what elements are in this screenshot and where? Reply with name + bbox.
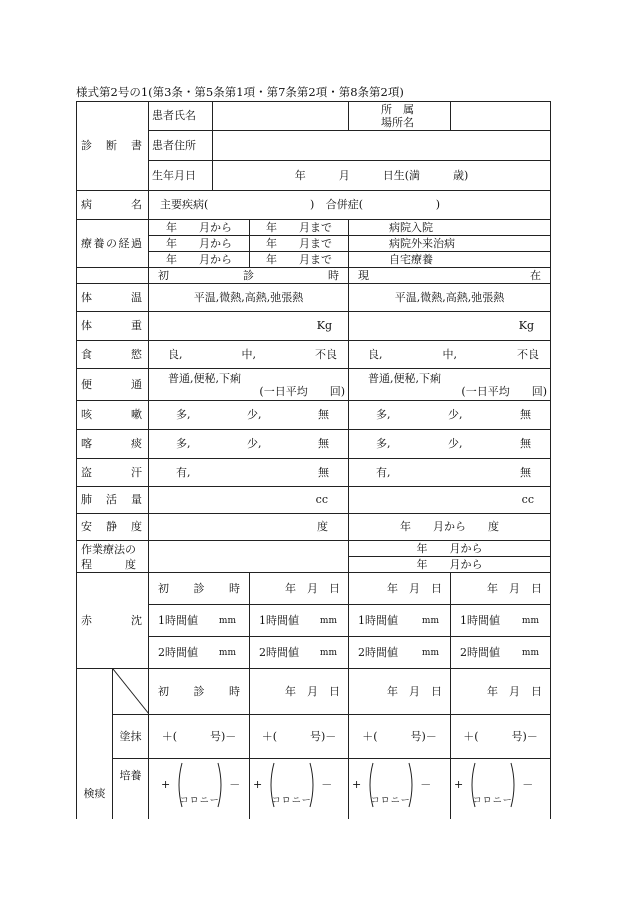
work-current-1[interactable]: 年 月から — [349, 557, 551, 573]
weight-label: 体 重 — [77, 312, 149, 341]
smear-3[interactable]: ＋( 号)－ — [451, 715, 551, 759]
culture-0[interactable]: + コロニー － — [149, 759, 250, 819]
smear-0[interactable]: ＋( 号)－ — [149, 715, 250, 759]
colony-box: コロニー — [365, 761, 417, 809]
weight-first[interactable]: Kg — [149, 312, 349, 341]
bowel-first[interactable]: 普通,便秘,下痢 (一日平均 回) — [149, 369, 349, 401]
esr-date-2[interactable]: 年 月 日 — [349, 573, 451, 605]
bowel-label: 便 通 — [77, 369, 149, 401]
course-from-0[interactable]: 年 月から — [149, 220, 250, 236]
course-label: 療養の経過 — [77, 220, 149, 268]
sputum-first-visit: 初 診 時 — [149, 669, 250, 715]
complication: 合併症( — [325, 198, 364, 211]
colony-box: コロニー — [467, 761, 519, 809]
cough-first[interactable]: 多, 少, 無 — [149, 401, 349, 430]
appetite-first[interactable]: 良, 中, 不良 — [149, 341, 349, 369]
affiliation-field[interactable] — [451, 102, 551, 131]
diagnosis-label: 診 断 書 — [77, 102, 149, 191]
smear-label: 塗抹 — [113, 715, 149, 759]
culture-label: 培養 — [113, 759, 149, 819]
smear-1[interactable]: ＋( 号)－ — [250, 715, 349, 759]
colony-box: コロニー — [174, 761, 226, 809]
sweat-label: 盗 汗 — [77, 459, 149, 487]
smear-2[interactable]: ＋( 号)－ — [349, 715, 451, 759]
diagonal-cell — [113, 669, 149, 715]
cough-label: 咳 嗽 — [77, 401, 149, 430]
weight-current[interactable]: Kg — [349, 312, 551, 341]
diagonal-line — [113, 669, 149, 714]
course-kind-0: 病院入院 — [349, 220, 551, 236]
sputum-label: 検痰 — [77, 669, 113, 819]
sputum-date-3[interactable]: 年 月 日 — [451, 669, 551, 715]
sputum-date-1[interactable]: 年 月 日 — [250, 669, 349, 715]
esr-label: 赤 沈 — [77, 573, 149, 669]
lung-label: 肺 活 量 — [77, 487, 149, 514]
bowel-current[interactable]: 普通,便秘,下痢 (一日平均 回) — [349, 369, 551, 401]
esr-1h-3[interactable]: 1時間値 mm — [451, 605, 551, 637]
esr-2h-0[interactable]: 2時間値 mm — [149, 637, 250, 669]
culture-1[interactable]: + コロニー － — [250, 759, 349, 819]
phlegm-label: 喀 痰 — [77, 430, 149, 459]
esr-first-visit: 初 診 時 — [149, 573, 250, 605]
work-current-0[interactable]: 年 月から — [349, 541, 551, 557]
first-visit-header: 初 診 時 — [149, 268, 349, 284]
esr-1h-2[interactable]: 1時間値 mm — [349, 605, 451, 637]
main-disease-close: ) — [310, 198, 315, 211]
appetite-current[interactable]: 良, 中, 不良 — [349, 341, 551, 369]
esr-1h-1[interactable]: 1時間値 mm — [250, 605, 349, 637]
disease-label: 病 名 — [77, 191, 149, 220]
lung-first[interactable]: cc — [149, 487, 349, 514]
course-to-1[interactable]: 年 月まで — [250, 236, 349, 252]
affiliation-label: 所 属 場所名 — [349, 102, 451, 131]
esr-date-1[interactable]: 年 月 日 — [250, 573, 349, 605]
work-first[interactable] — [149, 541, 349, 573]
esr-date-3[interactable]: 年 月 日 — [451, 573, 551, 605]
course-kind-2: 自宅療養 — [349, 252, 551, 268]
esr-2h-2[interactable]: 2時間値 mm — [349, 637, 451, 669]
course-to-0[interactable]: 年 月まで — [250, 220, 349, 236]
culture-2[interactable]: + コロニー － — [349, 759, 451, 819]
esr-2h-3[interactable]: 2時間値 mm — [451, 637, 551, 669]
course-to-2[interactable]: 年 月まで — [250, 252, 349, 268]
phlegm-current[interactable]: 多, 少, 無 — [349, 430, 551, 459]
birth-field[interactable]: 年 月 日生(満 歳) — [213, 161, 551, 191]
lung-current[interactable]: cc — [349, 487, 551, 514]
form-title: 様式第2号の1(第3条・第5条第1項・第7条第2項・第8条第2項) — [76, 85, 404, 99]
course-kind-1: 病院外来治病 — [349, 236, 551, 252]
cough-current[interactable]: 多, 少, 無 — [349, 401, 551, 430]
temp-label: 体 温 — [77, 284, 149, 312]
patient-name-label: 患者氏名 — [149, 102, 213, 131]
temp-current[interactable]: 平温,微熱,高熱,弛張熱 — [349, 284, 551, 312]
complication-close: ) — [435, 198, 441, 211]
patient-name-field[interactable] — [213, 102, 349, 131]
disease-field[interactable] — [149, 191, 551, 220]
current-header: 現 在 — [349, 268, 551, 284]
patient-address-field[interactable] — [213, 131, 551, 161]
main-disease: 主要疾病( — [160, 198, 209, 211]
rest-label: 安 静 度 — [77, 514, 149, 541]
course-from-2[interactable]: 年 月から — [149, 252, 250, 268]
sweat-current[interactable]: 有, 無 — [349, 459, 551, 487]
phlegm-first[interactable]: 多, 少, 無 — [149, 430, 349, 459]
course-from-1[interactable]: 年 月から — [149, 236, 250, 252]
esr-1h-0[interactable]: 1時間値 mm — [149, 605, 250, 637]
patient-address-label: 患者住所 — [149, 131, 213, 161]
work-label: 作業療法の 程 度 — [77, 541, 149, 573]
sweat-first[interactable]: 有, 無 — [149, 459, 349, 487]
medical-certificate-table — [76, 101, 551, 819]
time-header-blank — [77, 268, 149, 284]
sputum-date-2[interactable]: 年 月 日 — [349, 669, 451, 715]
esr-2h-1[interactable]: 2時間値 mm — [250, 637, 349, 669]
culture-3[interactable]: + コロニー － — [451, 759, 551, 819]
rest-current[interactable]: 年 月から 度 — [349, 514, 551, 541]
rest-first[interactable]: 度 — [149, 514, 349, 541]
birth-label: 生年月日 — [149, 161, 213, 191]
colony-box: コロニー — [266, 761, 318, 809]
appetite-label: 食 慾 — [77, 341, 149, 369]
temp-first[interactable]: 平温,微熱,高熱,弛張熱 — [149, 284, 349, 312]
